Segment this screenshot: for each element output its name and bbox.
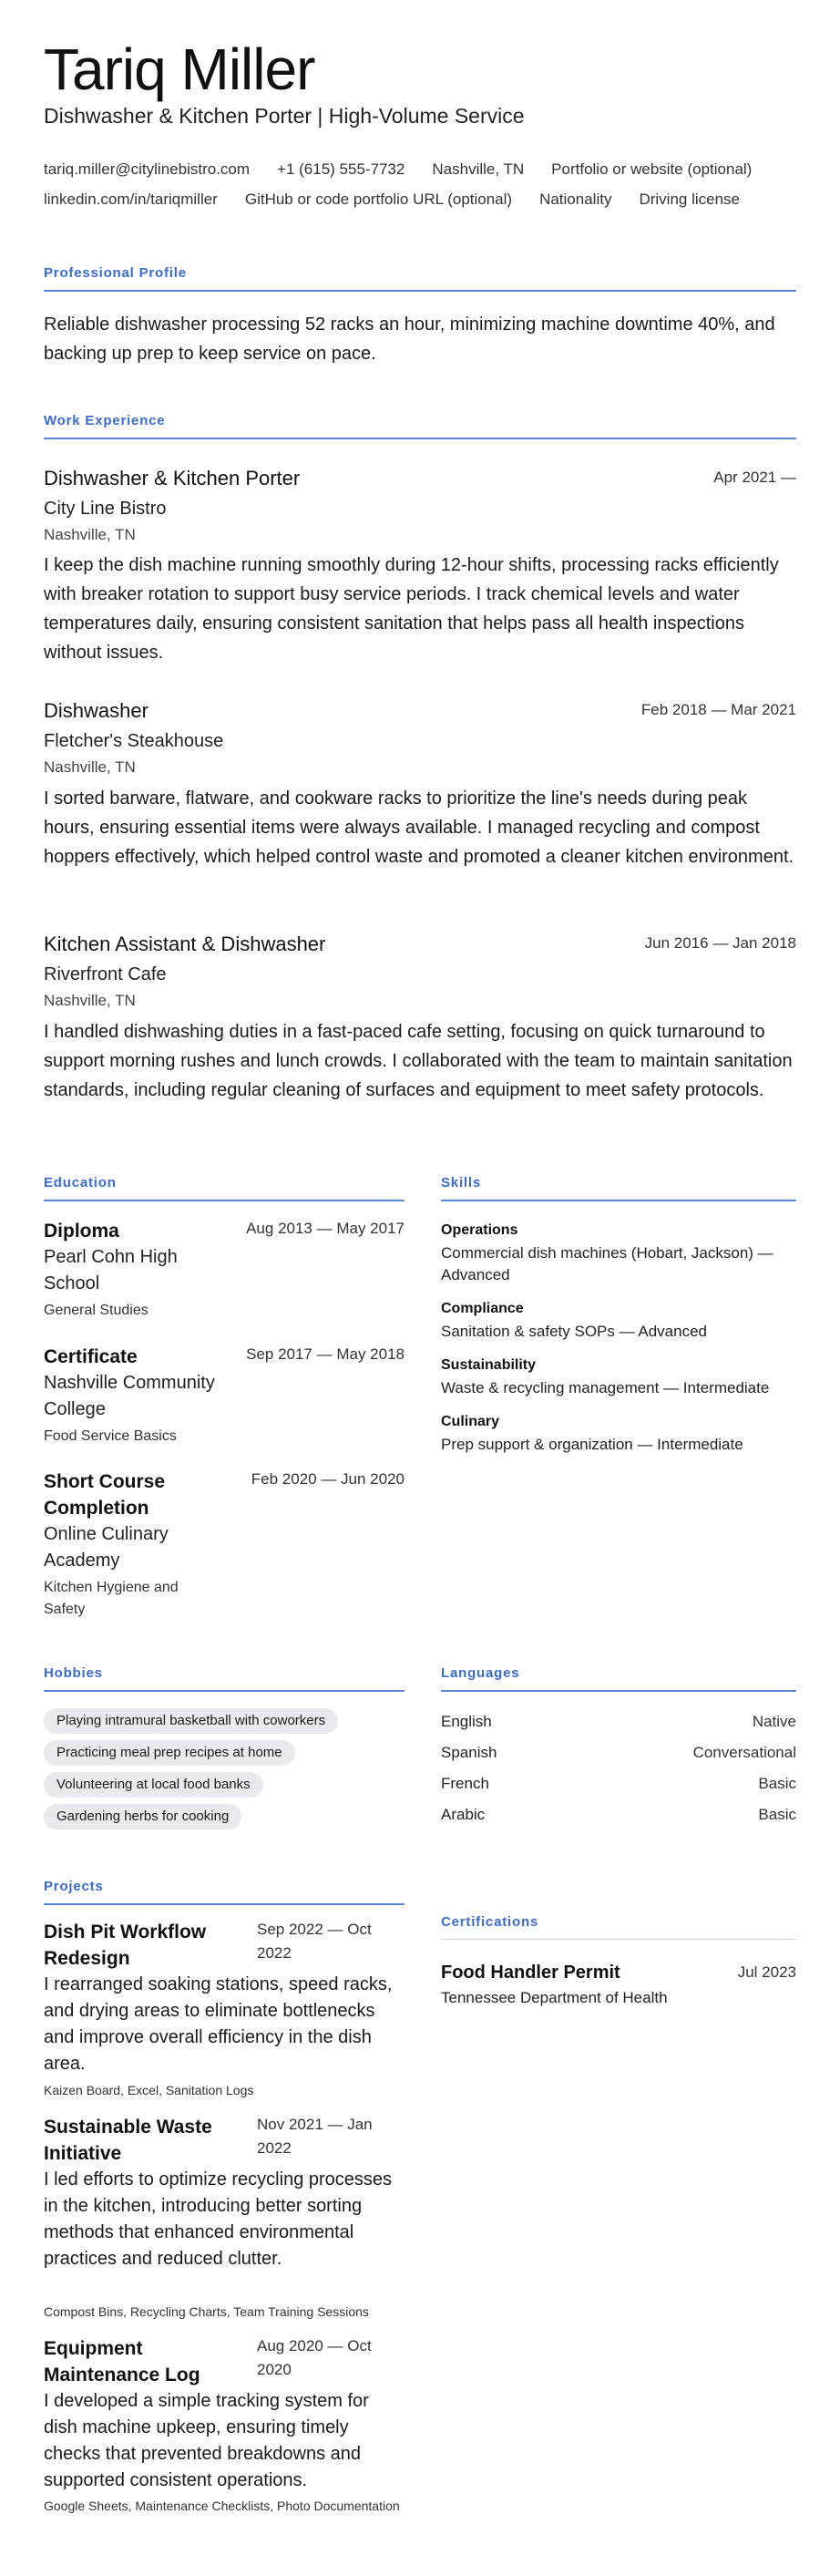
project-title: Equipment Maintenance Log	[44, 2338, 200, 2385]
hobby-chip: Practicing meal prep recipes at home	[44, 1740, 295, 1766]
hobby-chip: Playing intramural basketball with coworkers	[44, 1708, 338, 1734]
education-dates: Aug 2013 — May 2017	[246, 1220, 405, 1237]
education-dates: Feb 2020 — Jun 2020	[251, 1470, 405, 1488]
job-company: Fletcher's Steakhouse	[44, 731, 224, 751]
contact-row	[44, 189, 767, 211]
job-title: Kitchen Assistant & Dishwasher	[44, 933, 326, 955]
job-dates: Jun 2016 — Jan 2018	[644, 934, 796, 952]
education-degree: Diploma	[44, 1221, 119, 1242]
skill-category: Compliance	[441, 1301, 524, 1316]
job-dates: Apr 2021 —	[713, 469, 796, 486]
section-title-profile: Professional Profile	[44, 265, 187, 281]
contact-driving-license: Driving license	[639, 191, 740, 208]
skill-category: Culinary	[441, 1414, 500, 1429]
education-degree: Certificate	[44, 1346, 138, 1367]
section-title-hobbies: Hobbies	[44, 1665, 103, 1681]
job-title: Dishwasher	[44, 699, 149, 722]
job-description: I handled dishwashing duties in a fast-paced cafe setting, focusing on quick turnaround to support morning rushes and lunch crowds. I collaborated with the team to maintain sanitation standards, including regular cleaning of surfaces and equipment to meet safety protocols.	[44, 1022, 793, 1100]
section-title-skills: Skills	[441, 1175, 481, 1190]
section-title-languages: Languages	[441, 1665, 520, 1681]
education-degree: Short Course Completion	[44, 1471, 166, 1519]
section-title-education: Education	[44, 1175, 117, 1190]
project-tags: Compost Bins, Recycling Charts, Team Training Sessions	[44, 2304, 369, 2319]
candidate-headline: Dishwasher & Kitchen Porter | High-Volume Service	[44, 104, 525, 128]
education-institution: Pearl Cohn High School	[44, 1247, 178, 1293]
language-level: Basic	[758, 1775, 796, 1792]
section-title-experience: Work Experience	[44, 413, 166, 428]
certification-name: Food Handler Permit	[441, 1963, 620, 1983]
hobby-chip: Volunteering at local food banks	[44, 1772, 263, 1798]
project-dates: Aug 2020 — Oct 2020	[257, 2337, 372, 2378]
skill-detail: Commercial dish machines (Hobart, Jackson) — Advanced	[441, 1244, 773, 1283]
job-location: Nashville, TN	[44, 758, 136, 776]
skill-category: Operations	[441, 1222, 518, 1238]
education-area: Kitchen Hygiene and Safety	[44, 1580, 179, 1617]
project-description: I rearranged soaking stations, speed racks, and drying areas to eliminate bottlenecks and improve overall efficiency in the dish area.	[44, 1974, 393, 2074]
language-level: Basic	[758, 1806, 796, 1823]
section-title-certifications: Certifications	[441, 1914, 539, 1930]
contact-nationality: Nationality	[539, 191, 612, 208]
contact-linkedin[interactable]: linkedin.com/in/tariqmiller	[44, 191, 218, 208]
section-divider	[441, 1200, 796, 1201]
project-dates: Sep 2022 — Oct 2022	[257, 1921, 372, 1962]
job-location: Nashville, TN	[44, 526, 136, 543]
education-area: Food Service Basics	[44, 1428, 177, 1444]
project-title: Dish Pit Workflow Redesign	[44, 1922, 207, 1969]
language-level: Native	[752, 1713, 796, 1730]
language-name: French	[441, 1775, 489, 1792]
contact-row	[44, 159, 779, 180]
language-level: Conversational	[692, 1744, 796, 1761]
job-description: I sorted barware, flatware, and cookware racks to prioritize the line's needs during peak hours, ensuring essential items were always available. I managed recycling and compost hoppers effectively, which helped control waste and promoted a cleaner kitchen environment.	[44, 788, 794, 867]
section-divider	[44, 1200, 405, 1201]
certification-date: Jul 2023	[737, 1963, 796, 1981]
job-location: Nashville, TN	[44, 992, 136, 1009]
skill-detail: Prep support & organization — Intermediate	[441, 1436, 743, 1453]
section-divider	[44, 1690, 405, 1692]
project-dates: Nov 2021 — Jan 2022	[257, 2116, 373, 2157]
hobby-chip: Gardening herbs for cooking	[44, 1804, 241, 1829]
section-divider	[44, 290, 796, 292]
contact-email[interactable]: tariq.miller@citylinebistro.com	[44, 160, 251, 178]
language-name: Arabic	[441, 1806, 486, 1823]
project-description: I led efforts to optimize recycling processes in the kitchen, introducing better sorting methods that enhanced environmental practices and reduced clutter.	[44, 2169, 393, 2269]
job-title: Dishwasher & Kitchen Porter	[44, 467, 301, 489]
section-divider	[441, 1939, 796, 1940]
skill-category: Sustainability	[441, 1357, 537, 1373]
language-name: English	[441, 1713, 492, 1730]
skill-detail: Waste & recycling management — Intermediate	[441, 1379, 770, 1396]
project-tags: Kaizen Board, Excel, Sanitation Logs	[44, 2083, 254, 2097]
contact-portfolio[interactable]: Portfolio or website (optional)	[551, 160, 753, 178]
education-area: General Studies	[44, 1303, 149, 1318]
section-divider	[44, 1903, 405, 1905]
section-divider	[441, 1690, 796, 1692]
certification-issuer: Tennessee Department of Health	[441, 1989, 668, 2006]
education-institution: Nashville Community College	[44, 1373, 215, 1419]
education-institution: Online Culinary Academy	[44, 1524, 169, 1571]
section-divider	[44, 438, 796, 439]
job-description: I keep the dish machine running smoothly during 12-hour shifts, processing racks efficiently with breaker rotation to support busy service periods. I track chemical levels and water temperatures daily, ensuring consistent sanitation that helps pass all health inspections without issues.	[44, 555, 779, 663]
education-dates: Sep 2017 — May 2018	[246, 1345, 405, 1363]
skill-detail: Sanitation & safety SOPs — Advanced	[441, 1323, 707, 1340]
project-description: I developed a simple tracking system for dish machine upkeep, ensuring timely checks that prevented breakdowns and supported consistent operations.	[44, 2391, 369, 2490]
contact-phone[interactable]: +1 (615) 555-7732	[277, 160, 405, 178]
job-dates: Feb 2018 — Mar 2021	[640, 701, 796, 718]
job-company: Riverfront Cafe	[44, 964, 167, 984]
contact-location: Nashville, TN	[432, 160, 525, 178]
section-title-projects: Projects	[44, 1879, 104, 1894]
profile-summary: Reliable dishwasher processing 52 racks an hour, minimizing machine downtime 40%, and backing up prep to keep service on pace.	[44, 314, 775, 364]
project-title: Sustainable Waste Initiative	[44, 2117, 212, 2164]
candidate-name: Tariq Miller	[44, 36, 315, 102]
project-tags: Google Sheets, Maintenance Checklists, Photo Documentation	[44, 2499, 400, 2513]
job-company: City Line Bistro	[44, 499, 167, 519]
contact-github[interactable]: GitHub or code portfolio URL (optional)	[244, 191, 513, 208]
language-name: Spanish	[441, 1744, 497, 1761]
